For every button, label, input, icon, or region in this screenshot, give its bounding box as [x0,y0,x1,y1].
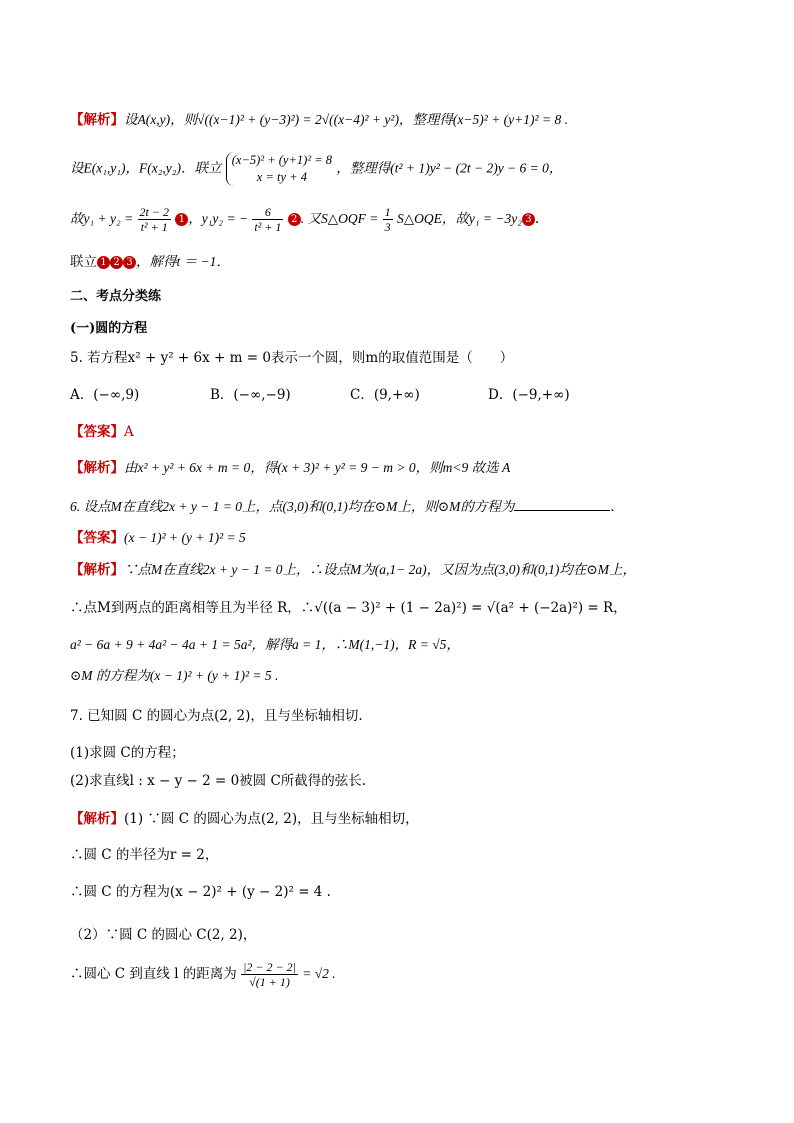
q7-analysis-5: ∴圆心 C 到直线 l 的距离为 $\frac{|2 - 2 - 2|}{√(1 + 1)}$ = √2 . [70,960,336,989]
analysis-tag: 【解析】 [70,562,124,578]
answer-tag: 【答案】 [70,530,124,546]
analysis-line-3: 故y₁ + y₂ = $\frac{2t - 2}{\text{t² + 1}}$ 1 ，y₁y₂ = − $\frac{6}{\text{t² + 1}}$ 2 . 又S△OQF = $\frac{1}{3}$ S△OQE，故y₁ = −3y₂ 3 . [70,205,540,234]
option-b: B．(−∞,−9) [210,387,291,403]
option-d: D．(−9,+∞) [488,387,570,403]
equation-system: (x−5)² + (y+1)² = 8 x = ty + 4 [226,152,332,186]
q7-analysis-2: ∴圆 C 的半径为r = 2， [70,847,219,863]
option-c: C．(9,+∞) [350,387,420,403]
circled-number: 3 [522,213,535,226]
q7-part-1: (1)求圆 C的方程； [70,745,185,761]
answer-tag: 【答案】 [70,424,124,440]
circled-number: 3 [123,256,136,269]
analysis-tag: 【解析】 [70,112,124,128]
q6-analysis-2: ∴点M到两点的距离相等且为半径 R，∴√((a − 3)² + (1 − 2a)²) = √(a² + (−2a)²) = R， [70,600,627,616]
circled-number: 2 [110,256,123,269]
fraction: $\frac{1}{3}$ [384,205,391,234]
section-heading: 二、考点分类练 [70,289,162,304]
fraction: $\frac{2t - 2}{\text{t² + 1}}$ [139,205,169,234]
question-7: 7. 已知圆 C 的圆心为点(2, 2)，且与坐标轴相切. [70,708,363,724]
question-5: 5. 若方程x² + y² + 6x + m = 0表示一个圆，则m的取值范围是（ ） [70,350,514,366]
q6-answer: 【答案】(x − 1)² + (y + 1)² = 5 [70,530,246,546]
q7-analysis-4: （2）∵圆 C 的圆心 C(2, 2)， [70,927,257,943]
question-6: 6. 设点M在直线2x + y − 1 = 0上，点(3,0)和(0,1)均在⊙M上，则⊙M的方程为 ． [70,499,624,515]
fraction: $\frac{|2 - 2 - 2|}{√(1 + 1)}$ [243,960,296,989]
analysis-line-4: 联立 1 2 3 ，解得t ＝ −1． [70,254,230,270]
analysis-tag: 【解析】 [70,811,124,827]
q5-analysis: 【解析】由x² + y² + 6x + m = 0，得(x + 3)² + y² = 9 − m > 0，则m<9 故选 A [70,460,511,476]
q6-analysis-1: 【解析】∵点M在直线2x + y − 1 = 0上，∴设点M为(a,1− 2a)，又因为点(3,0)和(0,1)均在⊙M上， [70,562,636,578]
circled-number: 2 [288,213,301,226]
subsection-heading: (一)圆的方程 [70,321,148,336]
analysis-tag: 【解析】 [70,460,124,476]
option-a: A．(−∞,9) [70,387,140,403]
answer-blank [514,498,610,511]
q7-analysis-1: 【解析】(1) ∵圆 C 的圆心为点(2, 2)，且与坐标轴相切， [70,811,419,827]
q6-analysis-4: ⊙M 的方程为(x − 1)² + (y + 1)² = 5 . [70,668,279,683]
analysis-line-1: 【解析】设A(x,y)，则√((x−1)² + (y−3)²) = 2√((x−4)² + y²)，整理得(x−5)² + (y+1)² = 8 . [70,112,568,128]
q6-analysis-3: a² − 6a + 9 + 4a² − 4a + 1 = 5a²，解得a = 1，∴M(1,−1)，R = √5， [70,637,460,652]
q7-part-2: (2)求直线l : x − y − 2 = 0被圆 C所截得的弦长. [70,773,367,789]
circled-number: 1 [97,256,110,269]
fraction: $\frac{6}{\text{t² + 1}}$ [254,205,282,234]
analysis-line-2: 设E(x₁,y₁)，F(x₂,y₂)．联立 (x−5)² + (y+1)² = 8 x = ty + 4 ，整理得(t² + 1)y² − (2t − 2)y − 6 = 0， [70,153,563,184]
circled-number: 1 [175,213,188,226]
q7-analysis-3: ∴圆 C 的方程为(x − 2)² + (y − 2)² = 4 . [70,884,331,900]
q5-answer: 【答案】A [70,424,134,440]
